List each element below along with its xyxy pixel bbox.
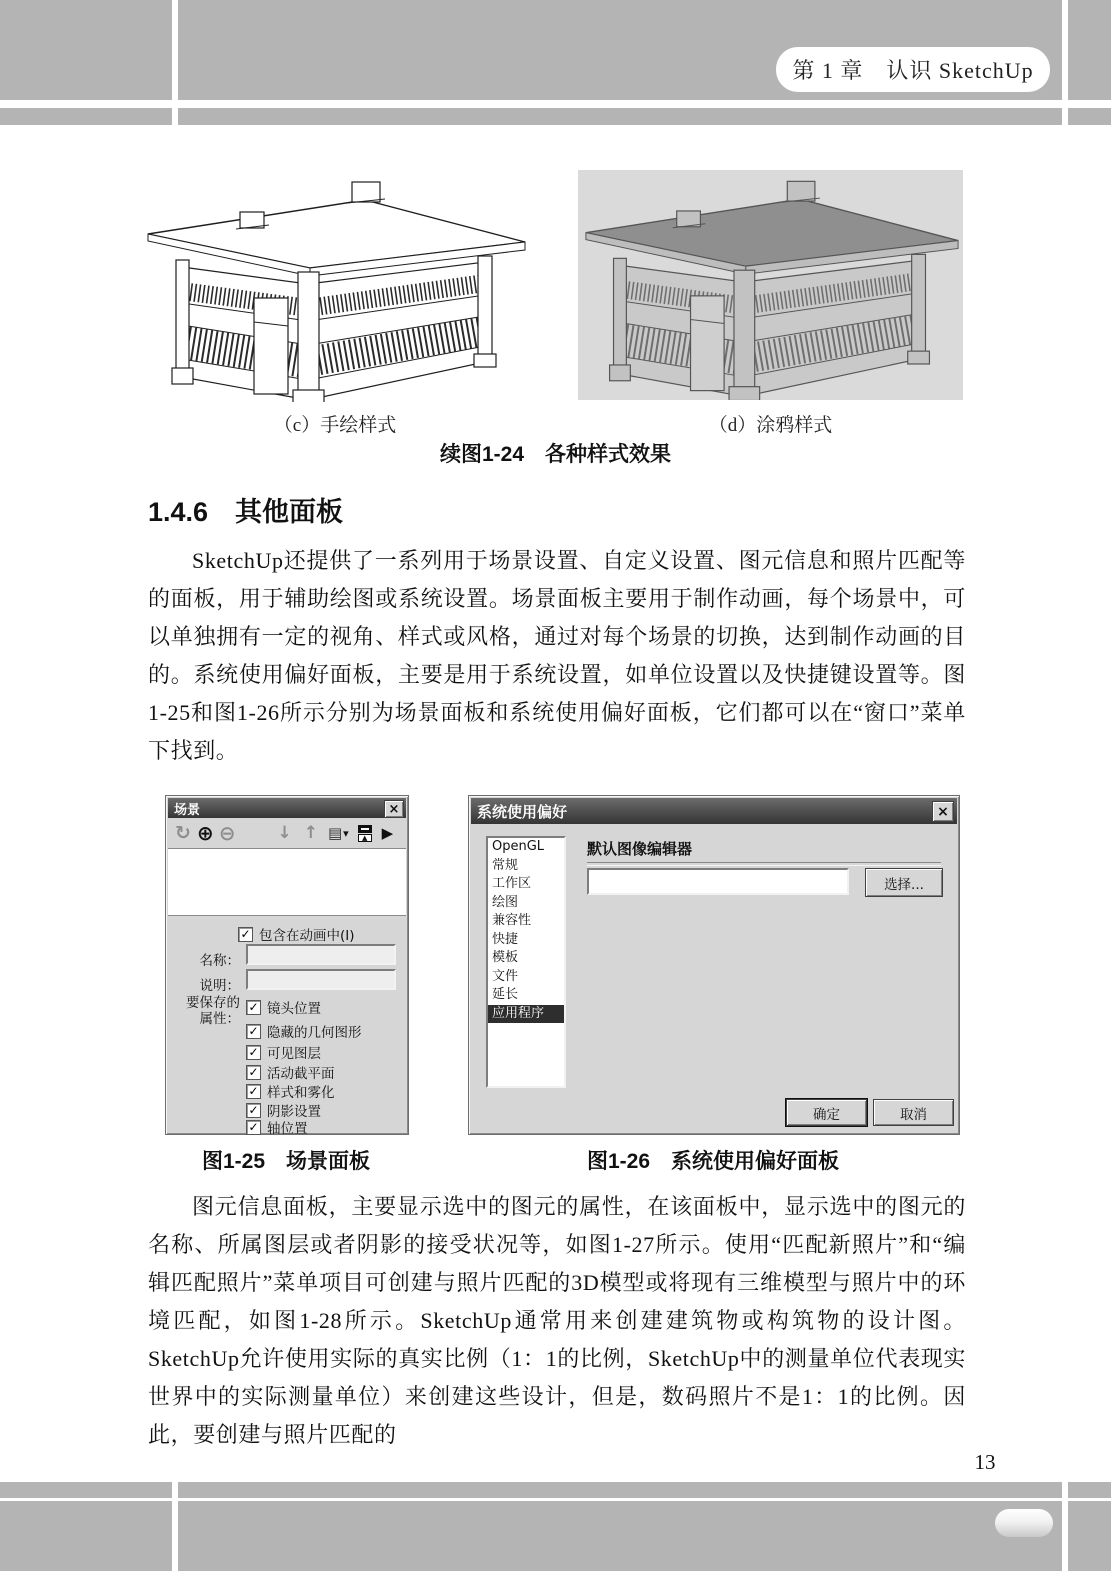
properties-label-2: 属性： <box>199 1011 240 1027</box>
prefs-item-files: 文件 <box>492 968 519 984</box>
image-editor-path-field <box>587 868 849 895</box>
prefs-category-list <box>486 836 566 1088</box>
include-animation-label: 包含在动画中(I) <box>259 928 355 944</box>
axes-location-label: 轴位置 <box>267 1121 308 1137</box>
footer-band-thin <box>0 1482 1111 1498</box>
name-field <box>246 944 396 965</box>
prefs-item-general: 常规 <box>492 857 519 873</box>
prefs-item-shortcuts: 快捷 <box>492 931 519 947</box>
checkbox-axes-location: ✓ <box>246 1120 261 1135</box>
prefs-close-icon <box>932 801 954 822</box>
caption-hand-drawn: （c）手绘样式 <box>273 415 397 436</box>
move-scene-up-icon: ↑ <box>303 823 318 843</box>
properties-to-save-label <box>178 995 240 1027</box>
checkbox-style-fog: ✓ <box>246 1084 261 1099</box>
hidden-geometry-row <box>246 1021 362 1041</box>
show-details-icon: ▶ <box>381 824 394 842</box>
move-down-icon-bar <box>358 825 372 833</box>
prefs-close-glyph: × <box>937 803 949 820</box>
prefs-item-templates: 模板 <box>492 950 519 965</box>
remove-scene-icon: ⊖ <box>218 821 236 845</box>
paragraph-1: SketchUp还提供了一系列用于场景设置、自定义设置、图元信息和照片匹配等的面板，用于辅助绘图或系统设置。场景面板主要用于制作动画，每个场景中，可以单独拥有一定的视角、样式或风格，通过对每个场景的切换，达到制作动画的目的。系统使用偏好面板，主要是用于系统设置，如单位设置以及快捷键设置等。图1-25和图1-26所示分别为场景面板和系统使用偏好面板，它们都可以在“窗口”菜单下找到。 <box>148 548 966 763</box>
checkbox-visible-layers: ✓ <box>246 1045 261 1060</box>
choose-button-label: 选择... <box>884 876 924 893</box>
description-field <box>246 969 396 990</box>
active-section-label: 活动截平面 <box>267 1066 335 1082</box>
scenes-title: 场景 <box>174 802 201 818</box>
ok-button-label: 确定 <box>813 1106 840 1123</box>
section-separator <box>587 862 941 866</box>
page-number: 13 <box>974 1450 996 1474</box>
painted-style-image <box>578 170 963 400</box>
scenes-close-icon <box>384 800 404 818</box>
close-glyph: × <box>388 801 400 817</box>
figure-1-25-caption: 图1-25 场景面板 <box>201 1150 371 1173</box>
choose-button <box>865 868 943 897</box>
camera-location-row <box>246 997 321 1017</box>
ok-button <box>786 1099 867 1126</box>
scenes-panel <box>165 795 409 1135</box>
hidden-geometry-label: 隐藏的几何图形 <box>267 1025 362 1041</box>
paragraph-2: 图元信息面板，主要显示选中的图元的属性，在该面板中，显示选中的图元的名称、所属图层或者阴影的接受状况等，如图1-27所示。使用“匹配新照片”和“编辑匹配照片”菜单项目可创建与照片匹配的3D模型或将现有三维模型与照片中的环境匹配，如图1-28所示。SketchUp通常用来创建建筑物或构筑物的设计图。SketchUp允许使用实际的真实比例（1：1的比例，SketchUp中的测量单位代表现实世界中的实际测量单位）来创建这些设计，但是，数码照片不是1：1的比例。因此，要创建与照片匹配的 <box>148 1194 966 1447</box>
footer-pill <box>995 1509 1053 1537</box>
move-scene-down-icon: ↓ <box>277 823 292 843</box>
figure-1-26-caption: 图1-26 系统使用偏好面板 <box>586 1150 840 1173</box>
style-fog-label: 样式和雾化 <box>267 1085 335 1101</box>
axes-location-row <box>246 1117 308 1137</box>
move-down-icon-arrow: ▲ <box>358 834 372 842</box>
header-divider-right <box>1062 0 1068 125</box>
prefs-title: 系统使用偏好 <box>477 802 568 821</box>
shadow-settings-label: 阴影设置 <box>267 1104 321 1120</box>
include-in-animation-row <box>238 924 355 944</box>
visible-layers-label: 可见图层 <box>267 1046 321 1062</box>
refresh-icon: ↻ <box>175 822 191 844</box>
prefs-item-opengl: OpenGL <box>492 839 545 854</box>
active-section-row <box>246 1062 335 1082</box>
header-band-thin <box>0 108 1111 125</box>
view-options-icon: ▤ <box>327 824 343 842</box>
visible-layers-row <box>246 1042 321 1062</box>
chapter-title: 第 1 章 认识 SketchUp <box>792 58 1034 83</box>
hand-drawn-style-image <box>140 172 530 402</box>
prefs-item-extensions: 延长 <box>492 987 519 1002</box>
chapter-header <box>776 47 1050 92</box>
default-image-editor-label: 默认图像编辑器 <box>587 840 693 858</box>
figure-1-24-caption: 续图1-24 各种样式效果 <box>439 443 672 466</box>
cancel-button <box>873 1099 954 1126</box>
preferences-dialog <box>468 795 960 1135</box>
name-label: 名称： <box>199 953 240 969</box>
checkbox-hidden-geometry: ✓ <box>246 1024 261 1039</box>
add-scene-icon: ⊕ <box>196 821 214 845</box>
prefs-item-applications: 应用程序 <box>488 1005 564 1024</box>
footer-divider-right <box>1062 1482 1068 1571</box>
description-label: 说明： <box>199 978 240 994</box>
checkbox-active-section: ✓ <box>246 1065 261 1080</box>
checkbox-camera-location: ✓ <box>246 1000 261 1015</box>
cancel-button-label: 取消 <box>900 1106 927 1123</box>
style-fog-row <box>246 1081 335 1101</box>
move-down-icon <box>358 825 372 842</box>
section-heading: 1.4.6 其他面板 <box>148 497 344 527</box>
camera-location-label: 镜头位置 <box>267 1001 321 1017</box>
scenes-list-area <box>168 848 406 916</box>
prefs-item-compatibility: 兼容性 <box>492 913 532 928</box>
prefs-item-workspace: 工作区 <box>492 876 532 891</box>
scenes-titlebar <box>168 798 406 818</box>
prefs-item-drawing: 绘图 <box>492 894 519 910</box>
checkbox-include-animation: ✓ <box>238 927 253 942</box>
checkbox-shadow-settings: ✓ <box>246 1103 261 1118</box>
prefs-titlebar <box>471 798 957 824</box>
view-options-dropdown-icon: ▾ <box>343 826 349 840</box>
scenes-toolbar <box>168 818 406 848</box>
footer-band-bottom <box>0 1501 1111 1571</box>
header-divider-left <box>172 0 178 125</box>
caption-painted: （d）涂鸦样式 <box>708 415 833 436</box>
properties-label-1: 要保存的 <box>186 995 240 1011</box>
footer-divider-left <box>172 1482 178 1571</box>
